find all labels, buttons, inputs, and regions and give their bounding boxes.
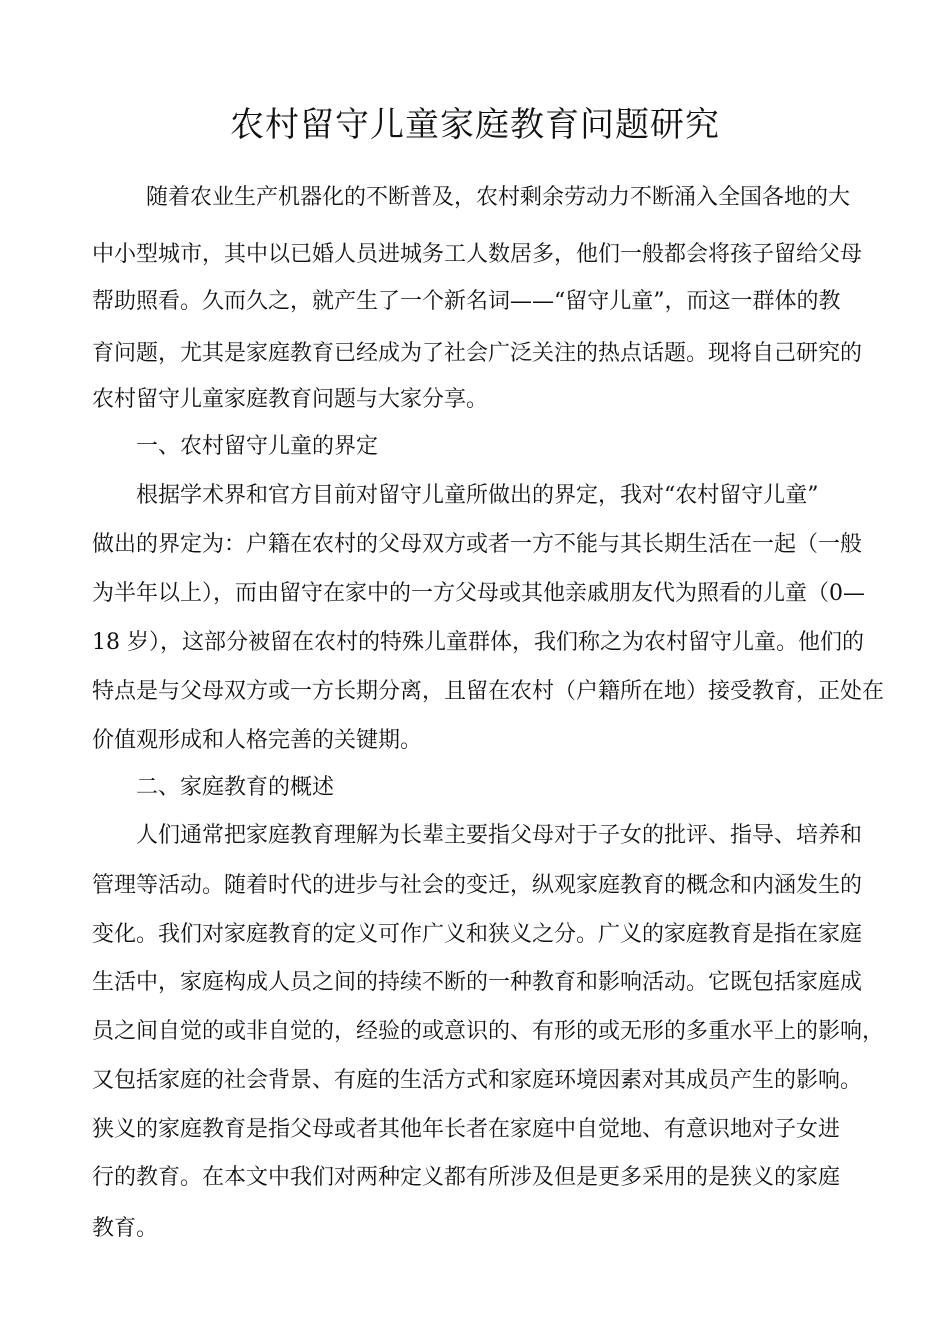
paragraph-2-line-2: 做出的界定为：户籍在农村的父母双方或者一方不能与其长期生活在一起（一般 bbox=[92, 532, 863, 557]
paragraph-3-line-8: 行的教育。在本文中我们对两种定义都有所涉及但是更多采用的是狭义的家庭 bbox=[92, 1165, 841, 1190]
paragraph-2-line-5: 特点是与父母双方或一方长期分离，且留在农村（户籍所在地）接受教育，正处在 bbox=[92, 679, 885, 704]
paragraph-1-line-1: 随着农业生产机器化的不断普及，农村剩余劳动力不断涌入全国各地的大 bbox=[146, 185, 851, 210]
paragraph-2-line-1: 根据学术界和官方目前对留守儿童所做出的界定，我对“农村留守儿童” bbox=[136, 483, 819, 508]
paragraph-2-line-3: 为半年以上），而由留守在家中的一方父母或其他亲戚朋友代为照看的儿童（0— bbox=[92, 581, 865, 606]
paragraph-3-line-5: 员之间自觉的或非自觉的，经验的或意识的、有形的或无形的多重水平上的影响， bbox=[92, 1019, 885, 1044]
paragraph-3-line-9: 教育。 bbox=[92, 1216, 159, 1241]
paragraph-3-line-3: 变化。我们对家庭教育的定义可作广义和狭义之分。广义的家庭教育是指在家庭 bbox=[92, 922, 863, 947]
paragraph-3-line-4: 生活中，家庭构成人员之间的持续不断的一种教育和影响活动。它既包括家庭成 bbox=[92, 970, 863, 995]
paragraph-3-line-1: 人们通常把家庭教育理解为长辈主要指父母对于子女的批评、指导、培养和 bbox=[136, 823, 863, 848]
paragraph-1-line-3: 帮助照看。久而久之，就产生了一个新名词——“留守儿童”，而这一群体的教 bbox=[92, 289, 841, 314]
paragraph-3-line-7: 狭义的家庭教育是指父母或者其他年长者在家庭中自觉地、有意识地对子女进 bbox=[92, 1117, 841, 1142]
paragraph-1-line-5: 农村留守儿童家庭教育问题与大家分享。 bbox=[92, 387, 489, 412]
paragraph-2-line-6: 价值观形成和人格完善的关键期。 bbox=[92, 728, 423, 753]
paragraph-2-line-4: 18 岁），这部分被留在农村的特殊儿童群体，我们称之为农村留守儿童。他们的 bbox=[92, 630, 864, 655]
paragraph-1-line-2: 中小型城市，其中以已婚人员进城务工人数居多，他们一般都会将孩子留给父母 bbox=[92, 242, 863, 267]
page-title: 农村留守儿童家庭教育问题研究 bbox=[230, 105, 720, 145]
paragraph-3-line-6: 又包括家庭的社会背景、有庭的生活方式和家庭环境因素对其成员产生的影响。 bbox=[92, 1068, 863, 1093]
section-heading-1: 一、农村留守儿童的界定 bbox=[136, 434, 379, 459]
paragraph-3-line-2: 管理等活动。随着时代的进步与社会的变迁，纵观家庭教育的概念和内涵发生的 bbox=[92, 873, 863, 898]
paragraph-1-line-4: 育问题，尤其是家庭教育已经成为了社会广泛关注的热点话题。现将自己研究的 bbox=[92, 341, 863, 366]
section-heading-2: 二、家庭教育的概述 bbox=[136, 775, 335, 800]
